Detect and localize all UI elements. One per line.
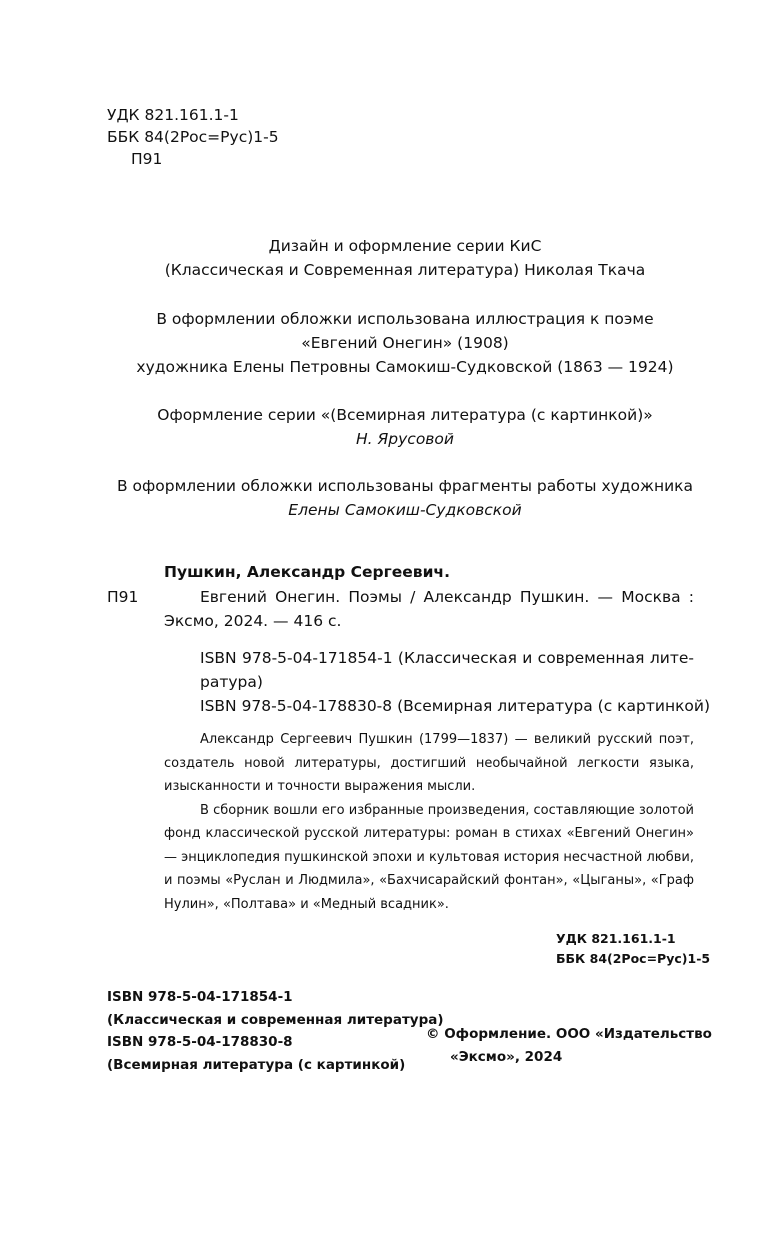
- cover-fragments-credit: В оформлении обложки использованы фрагменты работы художника Елены Самокиш-Судковской: [116, 477, 694, 519]
- copyright-notice: © Оформление. ООО «Издательство «Эксмо», 2024: [426, 1026, 712, 1065]
- entry-title: Евгений Онегин. Поэмы / Александр Пушкин. — Москва : Эксмо, 2024. — 416 с.: [164, 588, 694, 630]
- udk-header-block: [107, 104, 279, 170]
- cover-illustration-credit: В оформлении обложки использована иллюстрация к поэме «Евгений Онегин» (1908) художника Елены Петровны Самокиш-Судковской (1863 — 1924): [136, 310, 674, 376]
- annotation-paragraph: В сборник вошли его избранные произведения, составляющие золотой фонд классической русской литературы: роман в стихах «Евгений Онегин» — энциклопедия пушкинской эпохи и культовая история несчастной любви, и поэмы «Руслан и Людмила», «Бахчисарайский фонтан», «Цыганы», «Граф Нулин», «Полтава» и «Медный всадник».: [164, 802, 694, 912]
- annotation: [164, 728, 694, 916]
- isbn-1: ISBN 978-5-04-171854-1 (Классическая и современная лите-: [200, 649, 694, 667]
- udk-code: УДК 821.161.1-1: [107, 106, 239, 124]
- annotation-paragraph: Александр Сергеевич Пушкин (1799—1837) — великий русский поэт, создатель новой литературы, достигший необычайной легкости языка, изысканности и точности выражения мысли.: [164, 732, 694, 794]
- isbn-2: ISBN 978-5-04-178830-8 (Всемирная литература (с картинкой): [200, 697, 711, 715]
- series-design-credit: Дизайн и оформление серии КиС (Классическая и Современная литература) Николая Ткача: [164, 237, 646, 279]
- author-mark: П91: [131, 150, 163, 168]
- footer-isbn-block: ISBN 978-5-04-171854-1 (Классическая и современная литература) ISBN 978-5-04-178830-8 (Всемирная литература (с картинкой): [107, 989, 444, 1073]
- udk-footer-block: УДК 821.161.1-1 ББК 84(2Рос=Рус)1-5: [556, 931, 711, 966]
- entry-isbn-list: ISBN 978-5-04-171854-1 (Классическая и современная лите- ратура) ISBN 978-5-04-178830-8 (Всемирная литература (с картинкой): [200, 646, 694, 718]
- entry-author: Пушкин, Александр Сергеевич.: [164, 563, 450, 581]
- entry-author-mark: П91: [107, 588, 139, 606]
- series2-design-credit: Оформление серии «(Всемирная литература (с картинкой)» Н. Ярусовой: [157, 406, 653, 448]
- bbk-code: ББК 84(2Рос=Рус)1-5: [107, 128, 279, 146]
